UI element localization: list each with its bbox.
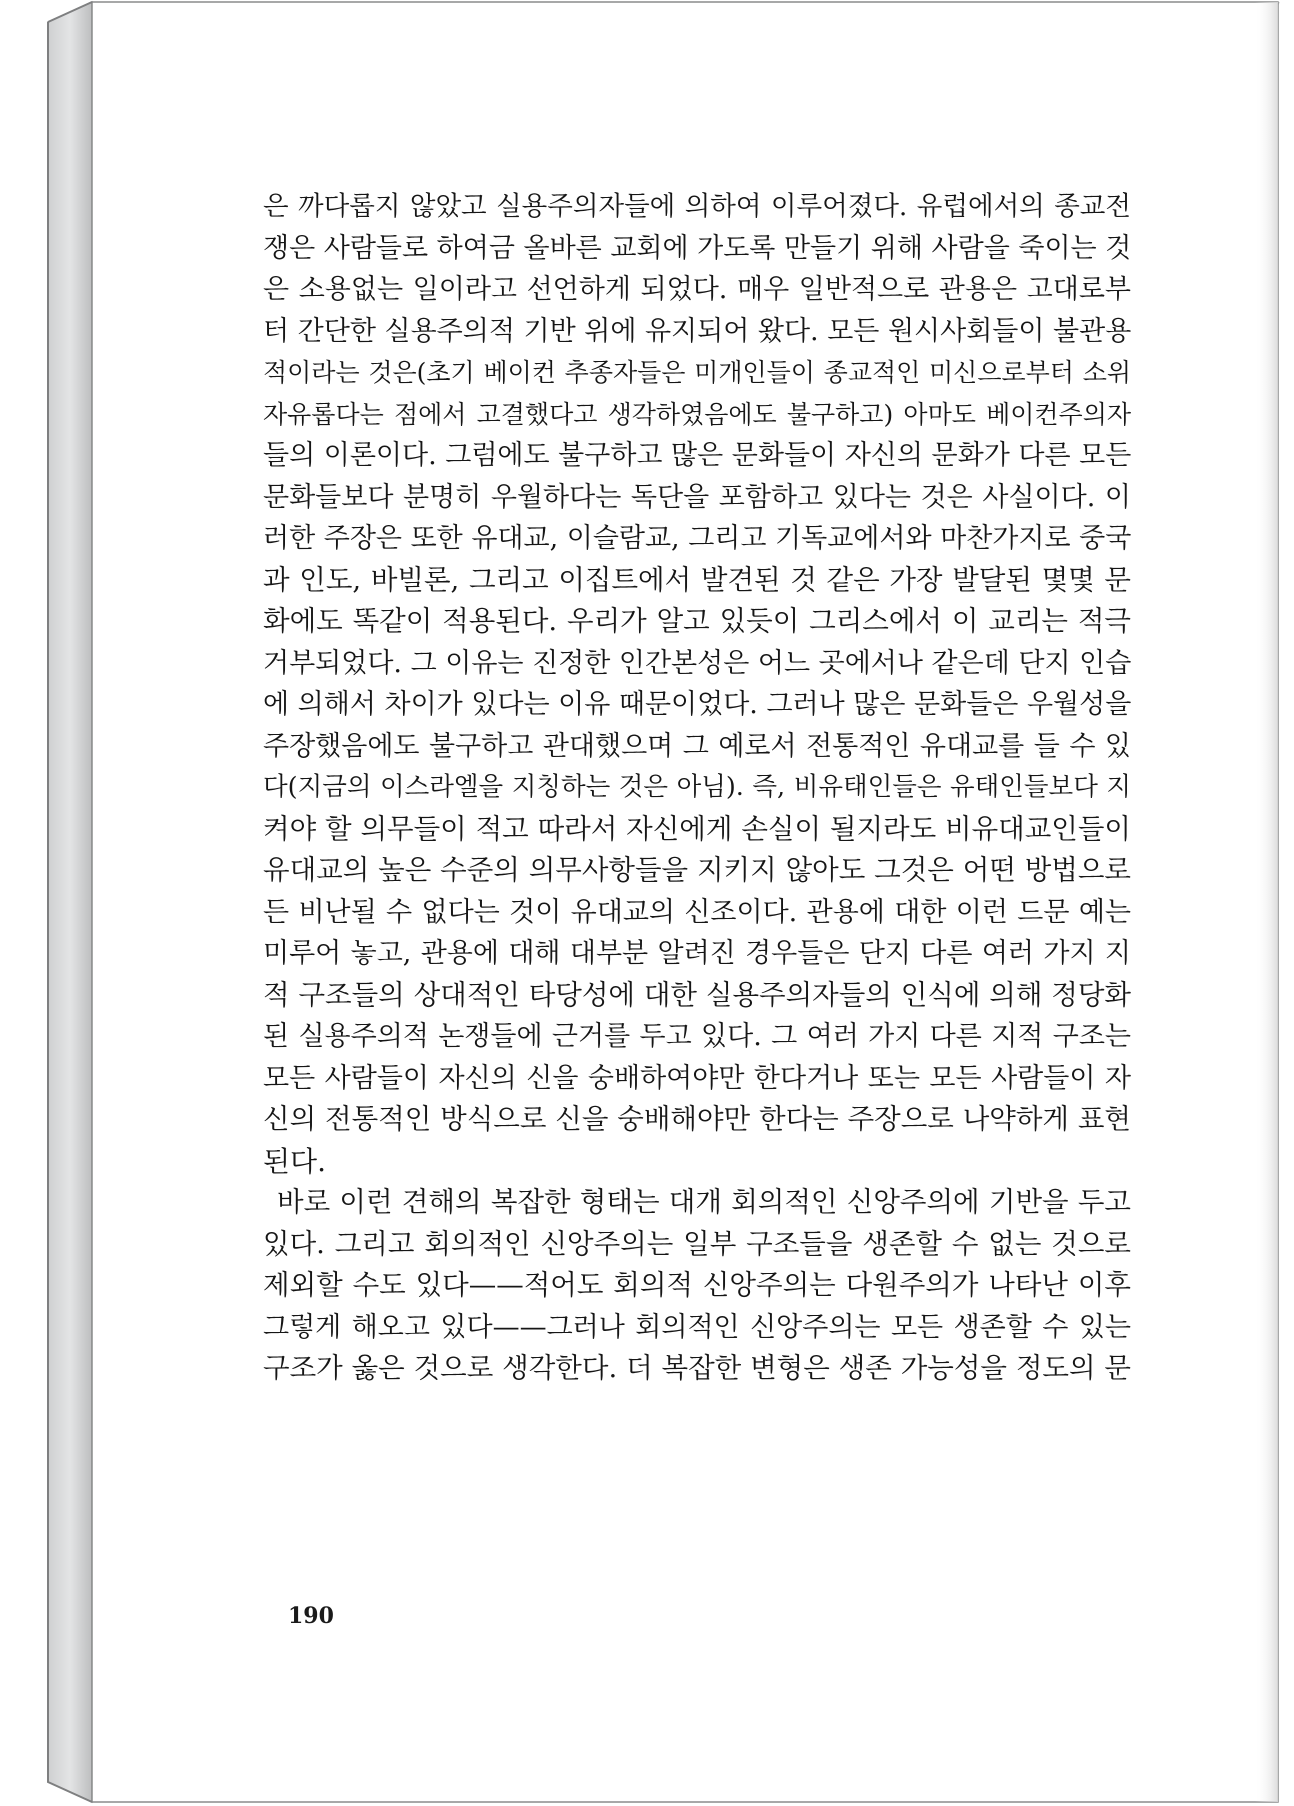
text-line: 바로 이런 견해의 복잡한 형태는 대개 회의적인 신앙주의에 기반을 두고 [277,1186,1131,1218]
page-right-shade [1255,2,1278,1802]
text-line: 주장했음에도 불구하고 관대했으며 그 예로서 전통적인 유대교를 들 수 있 [263,730,1131,762]
text-line: 러한 주장은 또한 유대교, 이슬람교, 그리고 기독교에서와 마찬가지로 중국 [263,523,1132,554]
text-line: 은 까다롭지 않았고 실용주의자들에 의하여 이루어졌다. 유럽에서의 종교전 [263,191,1131,222]
text-line: 든 비난될 수 없다는 것이 유대교의 신조이다. 관용에 대한 이런 드문 예는 [263,896,1131,928]
text-line: 은 소용없는 일이라고 선언하게 되었다. 매우 일반적으로 관용은 고대로부 [263,274,1131,305]
text-line: 제외할 수도 있다——적어도 회의적 신앙주의는 다원주의가 나타난 이후 [263,1269,1131,1301]
text-line: 자유롭다는 점에서 고결했다고 생각하였음에도 불구하고) 아마도 베이컨주의자 [263,399,1131,429]
text-line: 터 간단한 실용주의적 기반 위에 유지되어 왔다. 모든 원시사회들이 불관용 [263,315,1132,347]
text-line: 유대교의 높은 수준의 의무사항들을 지키지 않아도 그것은 어떤 방법으로 [263,854,1131,886]
text-line: 된다. [263,1144,326,1178]
text-line: 켜야 할 의무들이 적고 따라서 자신에게 손실이 될지라도 비유대교인들이 [263,812,1131,845]
text-line: 화에도 똑같이 적용된다. 우리가 알고 있듯이 그리스에서 이 교리는 적극 [263,605,1131,637]
text-line: 쟁은 사람들로 하여금 올바른 교회에 가도록 만들기 위해 사람을 죽이는 것 [263,232,1132,264]
text-line: 적이라는 것은(초기 베이컨 추종자들은 미개인들이 종교적인 미신으로부터 소위 [263,358,1131,387]
book-spine [48,2,92,1802]
text-line: 적 구조들의 상대적인 타당성에 대한 실용주의자들의 인식에 의해 정당화 [263,978,1131,1011]
text-line: 들의 이론이다. 그럼에도 불구하고 많은 문화들이 자신의 문화가 다른 모든 [263,440,1132,471]
text-line: 그렇게 해오고 있다——그러나 회의적인 신앙주의는 모든 생존할 수 있는 [263,1311,1131,1343]
text-line: 모든 사람들이 자신의 신을 숭배하여야만 한다거나 또는 모든 사람들이 자 [263,1062,1131,1094]
text-line: 된 실용주의적 논쟁들에 근거를 두고 있다. 그 여러 가지 다른 지적 구조는 [263,1021,1131,1052]
body-text [263,186,1131,1390]
text-line: 과 인도, 바빌론, 그리고 이집트에서 발견된 것 같은 가장 발달된 몇몇 문 [263,563,1131,596]
text-line: 있다. 그리고 회의적인 신앙주의는 일부 구조들을 생존할 수 없는 것으로 [263,1227,1131,1260]
text-line: 미루어 놓고, 관용에 대해 대부분 알려진 경우들은 단지 다른 여러 가지 지 [263,938,1131,969]
text-line: 거부되었다. 그 이유는 진정한 인간본성은 어느 곳에서나 같은데 단지 인습 [263,647,1132,679]
paragraph [263,1182,1131,1390]
text-line: 구조가 옳은 것으로 생각한다. 더 복잡한 변형은 생존 가능성을 정도의 문 [263,1352,1131,1384]
page-number: 190 [288,1603,334,1629]
text-line: 문화들보다 분명히 우월하다는 독단을 포함하고 있다는 것은 사실이다. 이 [263,481,1131,513]
text-line: 다(지금의 이스라엘을 지칭하는 것은 아님). 즉, 비유태인들은 유태인들보다 지 [263,772,1131,802]
paragraph [263,186,1131,1182]
text-line: 신의 전통적인 방식으로 신을 숭배해야만 한다는 주장으로 나약하게 표현 [263,1103,1131,1135]
text-line: 에 의해서 차이가 있다는 이유 때문이었다. 그러나 많은 문화들은 우월성을 [263,689,1132,720]
